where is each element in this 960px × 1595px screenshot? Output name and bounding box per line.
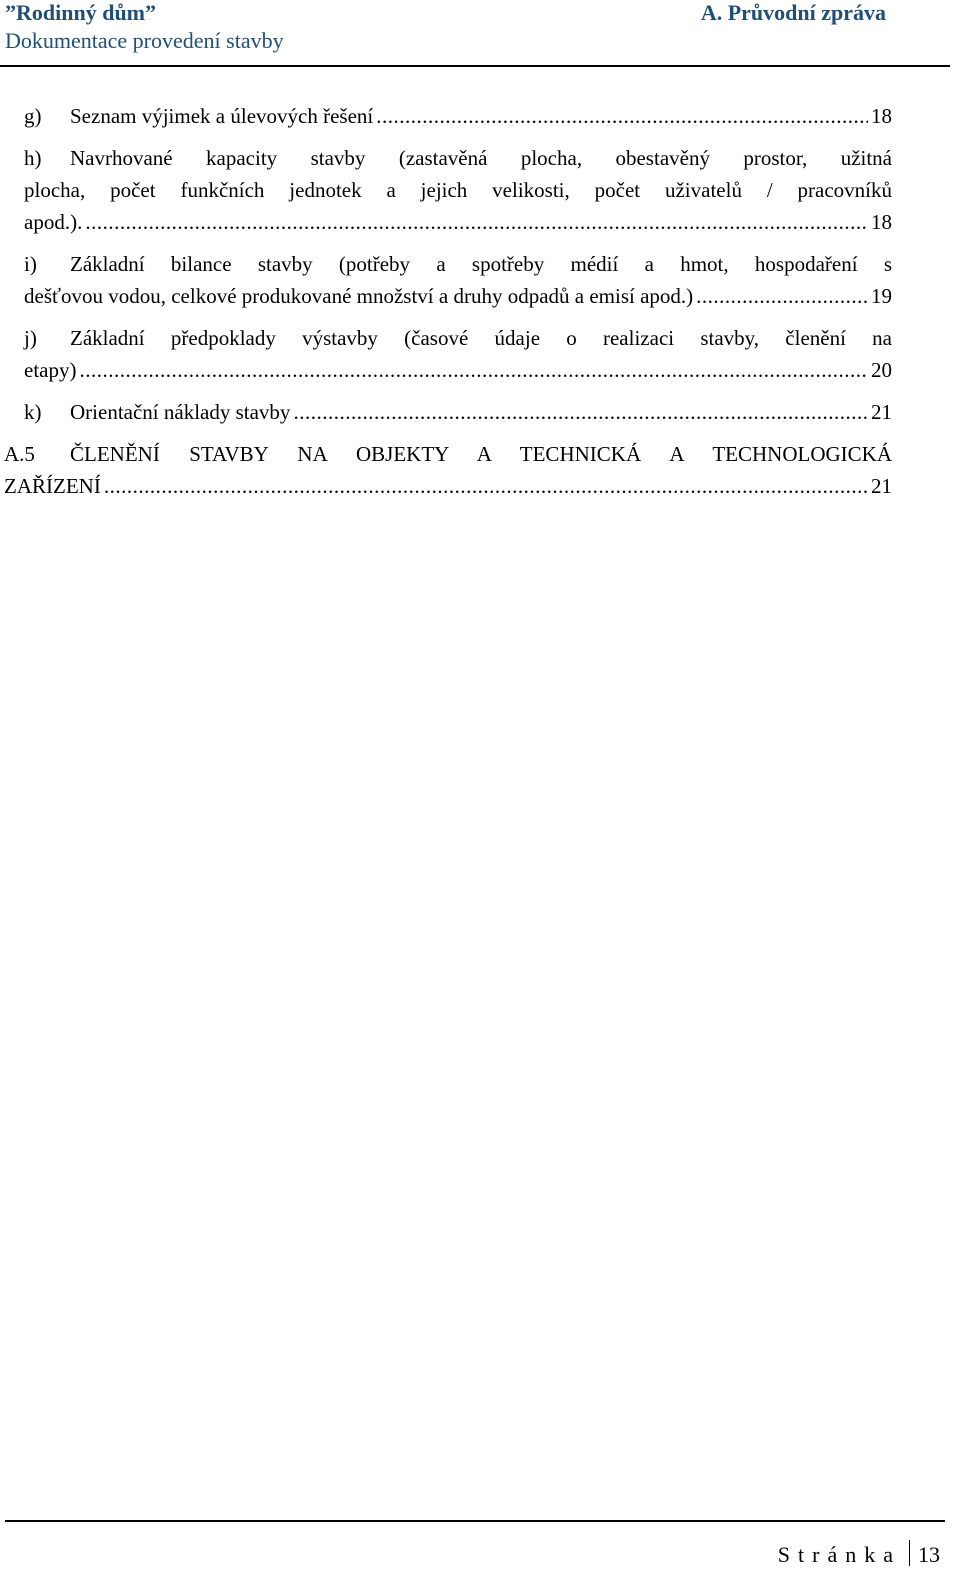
toc-text-line2: plocha, počet funkčních jednotek a jejich velikosti, počet uživatelů / pracovníků [24,178,892,202]
toc-entry-k[interactable] [24,396,892,428]
toc-entry-g[interactable] [24,100,892,132]
toc-leader [79,354,868,386]
toc-label: j) [24,326,37,350]
toc-page: 21 [871,400,892,424]
toc-text-line1: ČLENĚNÍ STAVBY NA OBJEKTY A TECHNICKÁ A TECHNOLOGICKÁ [70,442,892,466]
header-divider [0,65,950,67]
toc-text-line2: ZAŘÍZENÍ [4,474,101,498]
toc-text-line2: dešťovou vodou, celkové produkované množství a druhy odpadů a emisí apod.) [24,284,694,308]
toc-text: Seznam výjimek a úlevových řešení [70,104,374,128]
project-title: ”Rodinný dům” [5,0,157,25]
toc-leader [376,100,868,132]
toc-text: Orientační náklady stavby [70,400,291,424]
toc-leader [85,206,868,238]
page-number: 13 [918,1542,940,1567]
table-of-contents [4,100,892,512]
toc-label: i) [24,252,37,276]
toc-label: k) [24,400,42,424]
toc-text-line1: Základní bilance stavby (potřeby a spotřeby médií a hmot, hospodaření s [70,252,892,276]
toc-text-line1: Navrhované kapacity stavby (zastavěná plocha, obestavěný prostor, užitná [70,146,892,170]
page-footer [778,1540,940,1568]
toc-text-line3: apod.). [24,210,83,234]
toc-leader [104,470,868,502]
footer-separator [909,1540,910,1566]
toc-entry-a5[interactable] [4,438,892,502]
page-word: Stránka [777,1542,901,1567]
toc-entry-i[interactable] [24,248,892,312]
page-header [5,0,950,68]
toc-entry-h[interactable] [24,142,892,238]
toc-page: 19 [871,284,892,308]
document-subtitle: Dokumentace provedení stavby [5,28,284,53]
footer-divider [5,1520,945,1522]
section-title: A. Průvodní zpráva [700,0,886,25]
toc-entry-j[interactable] [24,322,892,386]
toc-page: 18 [871,104,892,128]
toc-label: A.5 [4,442,35,466]
toc-leader [696,280,868,312]
toc-label: g) [24,104,42,128]
toc-leader [293,396,868,428]
toc-text-line1: Základní předpoklady výstavby (časové údaje o realizaci stavby, členění na [70,326,892,350]
toc-page: 18 [871,210,892,234]
toc-page: 20 [871,358,892,382]
toc-label: h) [24,146,42,170]
toc-text-line2: etapy) [24,358,77,382]
toc-page: 21 [871,474,892,498]
